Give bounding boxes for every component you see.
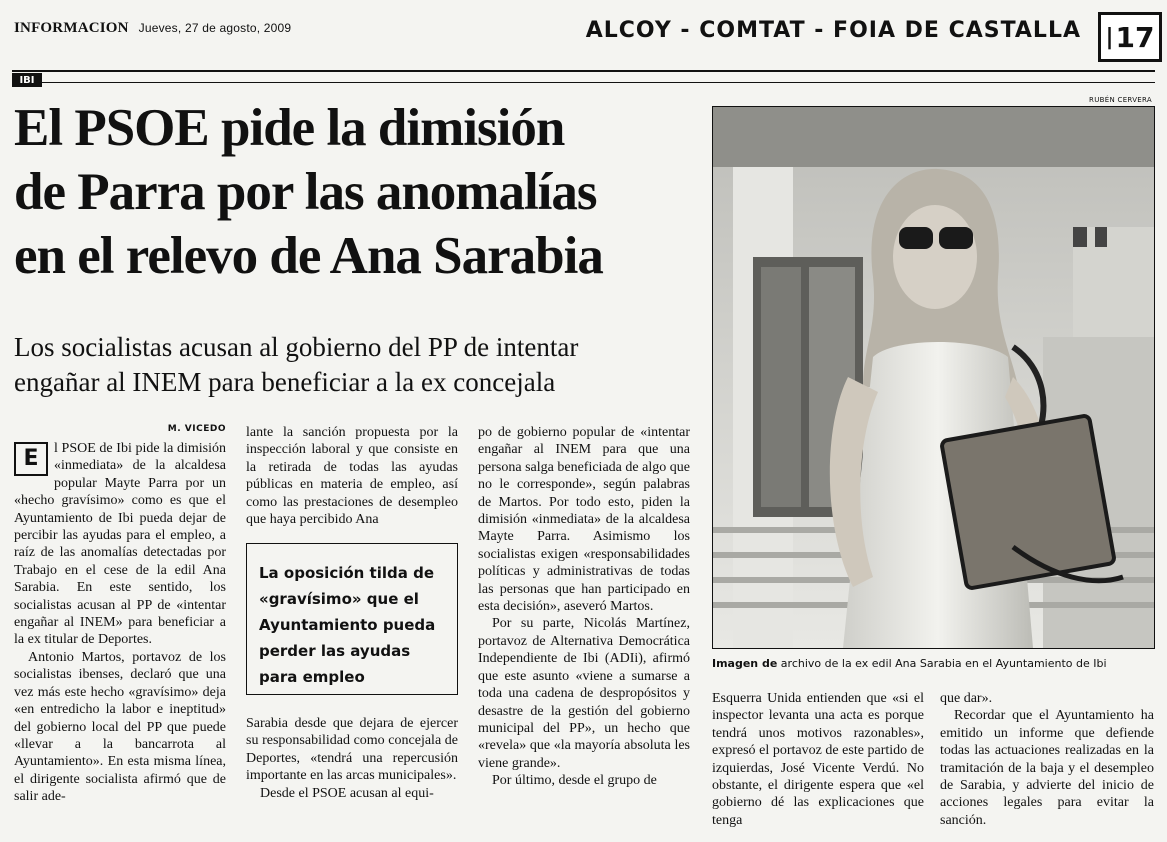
issue-date: Jueves, 27 de agosto, 2009 (138, 21, 292, 35)
paragraph: lante la sanción propuesta por la inspección laboral y que consiste en la retirada de todas las ayudas públicas en materia de empleo, así como las prestaciones de desempleo que haya percibido Ana (246, 425, 458, 528)
article-column-2 (246, 424, 458, 528)
paragraph: Antonio Martos, portavoz de los socialistas ibenses, declaró que una vez más este hecho «gravísimo» deja «en entredicho la labor e ineptitud» del gobierno local del PP que puede «llevar a la bancarrota al Ayuntamiento». En esta misma línea, el dirigente socialista afirmó que de salir ade- (14, 649, 226, 805)
page-number-box (1098, 12, 1162, 62)
drop-cap: E (14, 442, 48, 476)
headline-line: en el relevo de Ana Sarabia (14, 227, 603, 285)
photo-caption (712, 657, 1153, 670)
paragraph: Esquerra Unida entienden que «si el inspector levanta una acta es porque tendrá unos motivos razonables», expresó el portavoz de este partido de izquierdas, José Vicente Verdú. No obstante, el dirigente espera que «el gobierno dé las explicaciones que tenga (712, 691, 924, 828)
paragraph: po de gobierno popular de «intentar engañar al INEM para que una persona salga beneficiada de algo que no le corresponde», según palabras de Martos. Por todo esto, piden la dimisión «inmediata» de la alcaldesa Mayte Parra. Asimismo los socialistas exigen «responsabilidades políticas y administrativas de todas las personas que han participado en esta decisión», aseveró Martos. (478, 425, 690, 615)
paragraph: l PSOE de Ibi pide la dimisión «inmediata» de la alcaldesa popular Mayte Parra por un «hecho gravísimo» como es que el Ayuntamiento de Ibi pueda dejar de percibir las ayudas para el empleo, a raíz de las anomalías detectadas por Trabajo en el cese de la edil Ana Sarabia. En este sentido, los socialistas acusan al PP de «intentar engañar al INEM» para beneficiar a la ex titular de Deportes. (14, 441, 226, 648)
paragraph: que dar». (940, 691, 993, 706)
article-column-4 (712, 690, 924, 829)
headline-line: El PSOE pide la dimisión (14, 99, 565, 157)
masthead-bar (0, 0, 1167, 86)
page-number: 17 (1115, 20, 1155, 54)
paragraph: Desde el PSOE acusan al equi- (260, 785, 434, 801)
paragraph: Sarabia desde que dejara de ejercer su responsabilidad como concejala de Deportes, «tendrá una repercusión importante en las arcas municipales». (246, 716, 458, 784)
paragraph: Por último, desde el grupo de (492, 773, 657, 789)
article-column-5 (940, 690, 1154, 829)
page-bar-icon: | (1105, 24, 1114, 50)
article-column-1 (14, 440, 226, 806)
headline (14, 96, 704, 288)
headline-line: de Parra por las anomalías (14, 163, 597, 221)
photo-illustration (713, 107, 1154, 648)
pull-quote: La oposición tilda de «gravísimo» que el Ayuntamiento pueda perder las ayudas para empleo (246, 543, 458, 695)
paper-name: INFORMACION (14, 20, 129, 36)
article-column-2-bottom (246, 715, 458, 802)
photo-credit: RUBÉN CERVERA (1089, 96, 1152, 104)
paragraph: Recordar que el Ayuntamiento ha emitido un informe que defiende todas las actuaciones realizadas en la tramitación de la baja y el desempleo de Sarabia, y advierte del inicio de acciones legales para evitar la sanción. (940, 708, 1154, 828)
top-rule (12, 70, 1155, 72)
subhead-line: engañar al INEM para beneficiar a la ex concejala (14, 367, 556, 397)
paragraph: Por su parte, Nicolás Martínez, portavoz de Alternativa Democrática Independiente de Ibi (ADIi), afirmó que este asunto «viene a sumarse a toda una cadena de despropósitos y desastre de la gestión del gobierno municipal del PP», un hecho que «revela» que «la mayoría absoluta les viene grande». (478, 616, 690, 771)
section-tag: IBI (12, 73, 42, 87)
caption-lead: Imagen de (712, 657, 778, 670)
article-column-3 (478, 424, 690, 790)
byline: M. VICEDO (167, 424, 226, 434)
thin-rule (12, 82, 1155, 83)
masthead (14, 20, 291, 37)
article-photo (712, 106, 1155, 649)
subheadline (14, 330, 704, 400)
section-title: ALCOY - COMTAT - FOIA DE CASTALLA (585, 18, 1081, 43)
subhead-line: Los socialistas acusan al gobierno del PP de intentar (14, 332, 579, 362)
caption-text: archivo de la ex edil Ana Sarabia en el Ayuntamiento de Ibi (777, 657, 1107, 670)
